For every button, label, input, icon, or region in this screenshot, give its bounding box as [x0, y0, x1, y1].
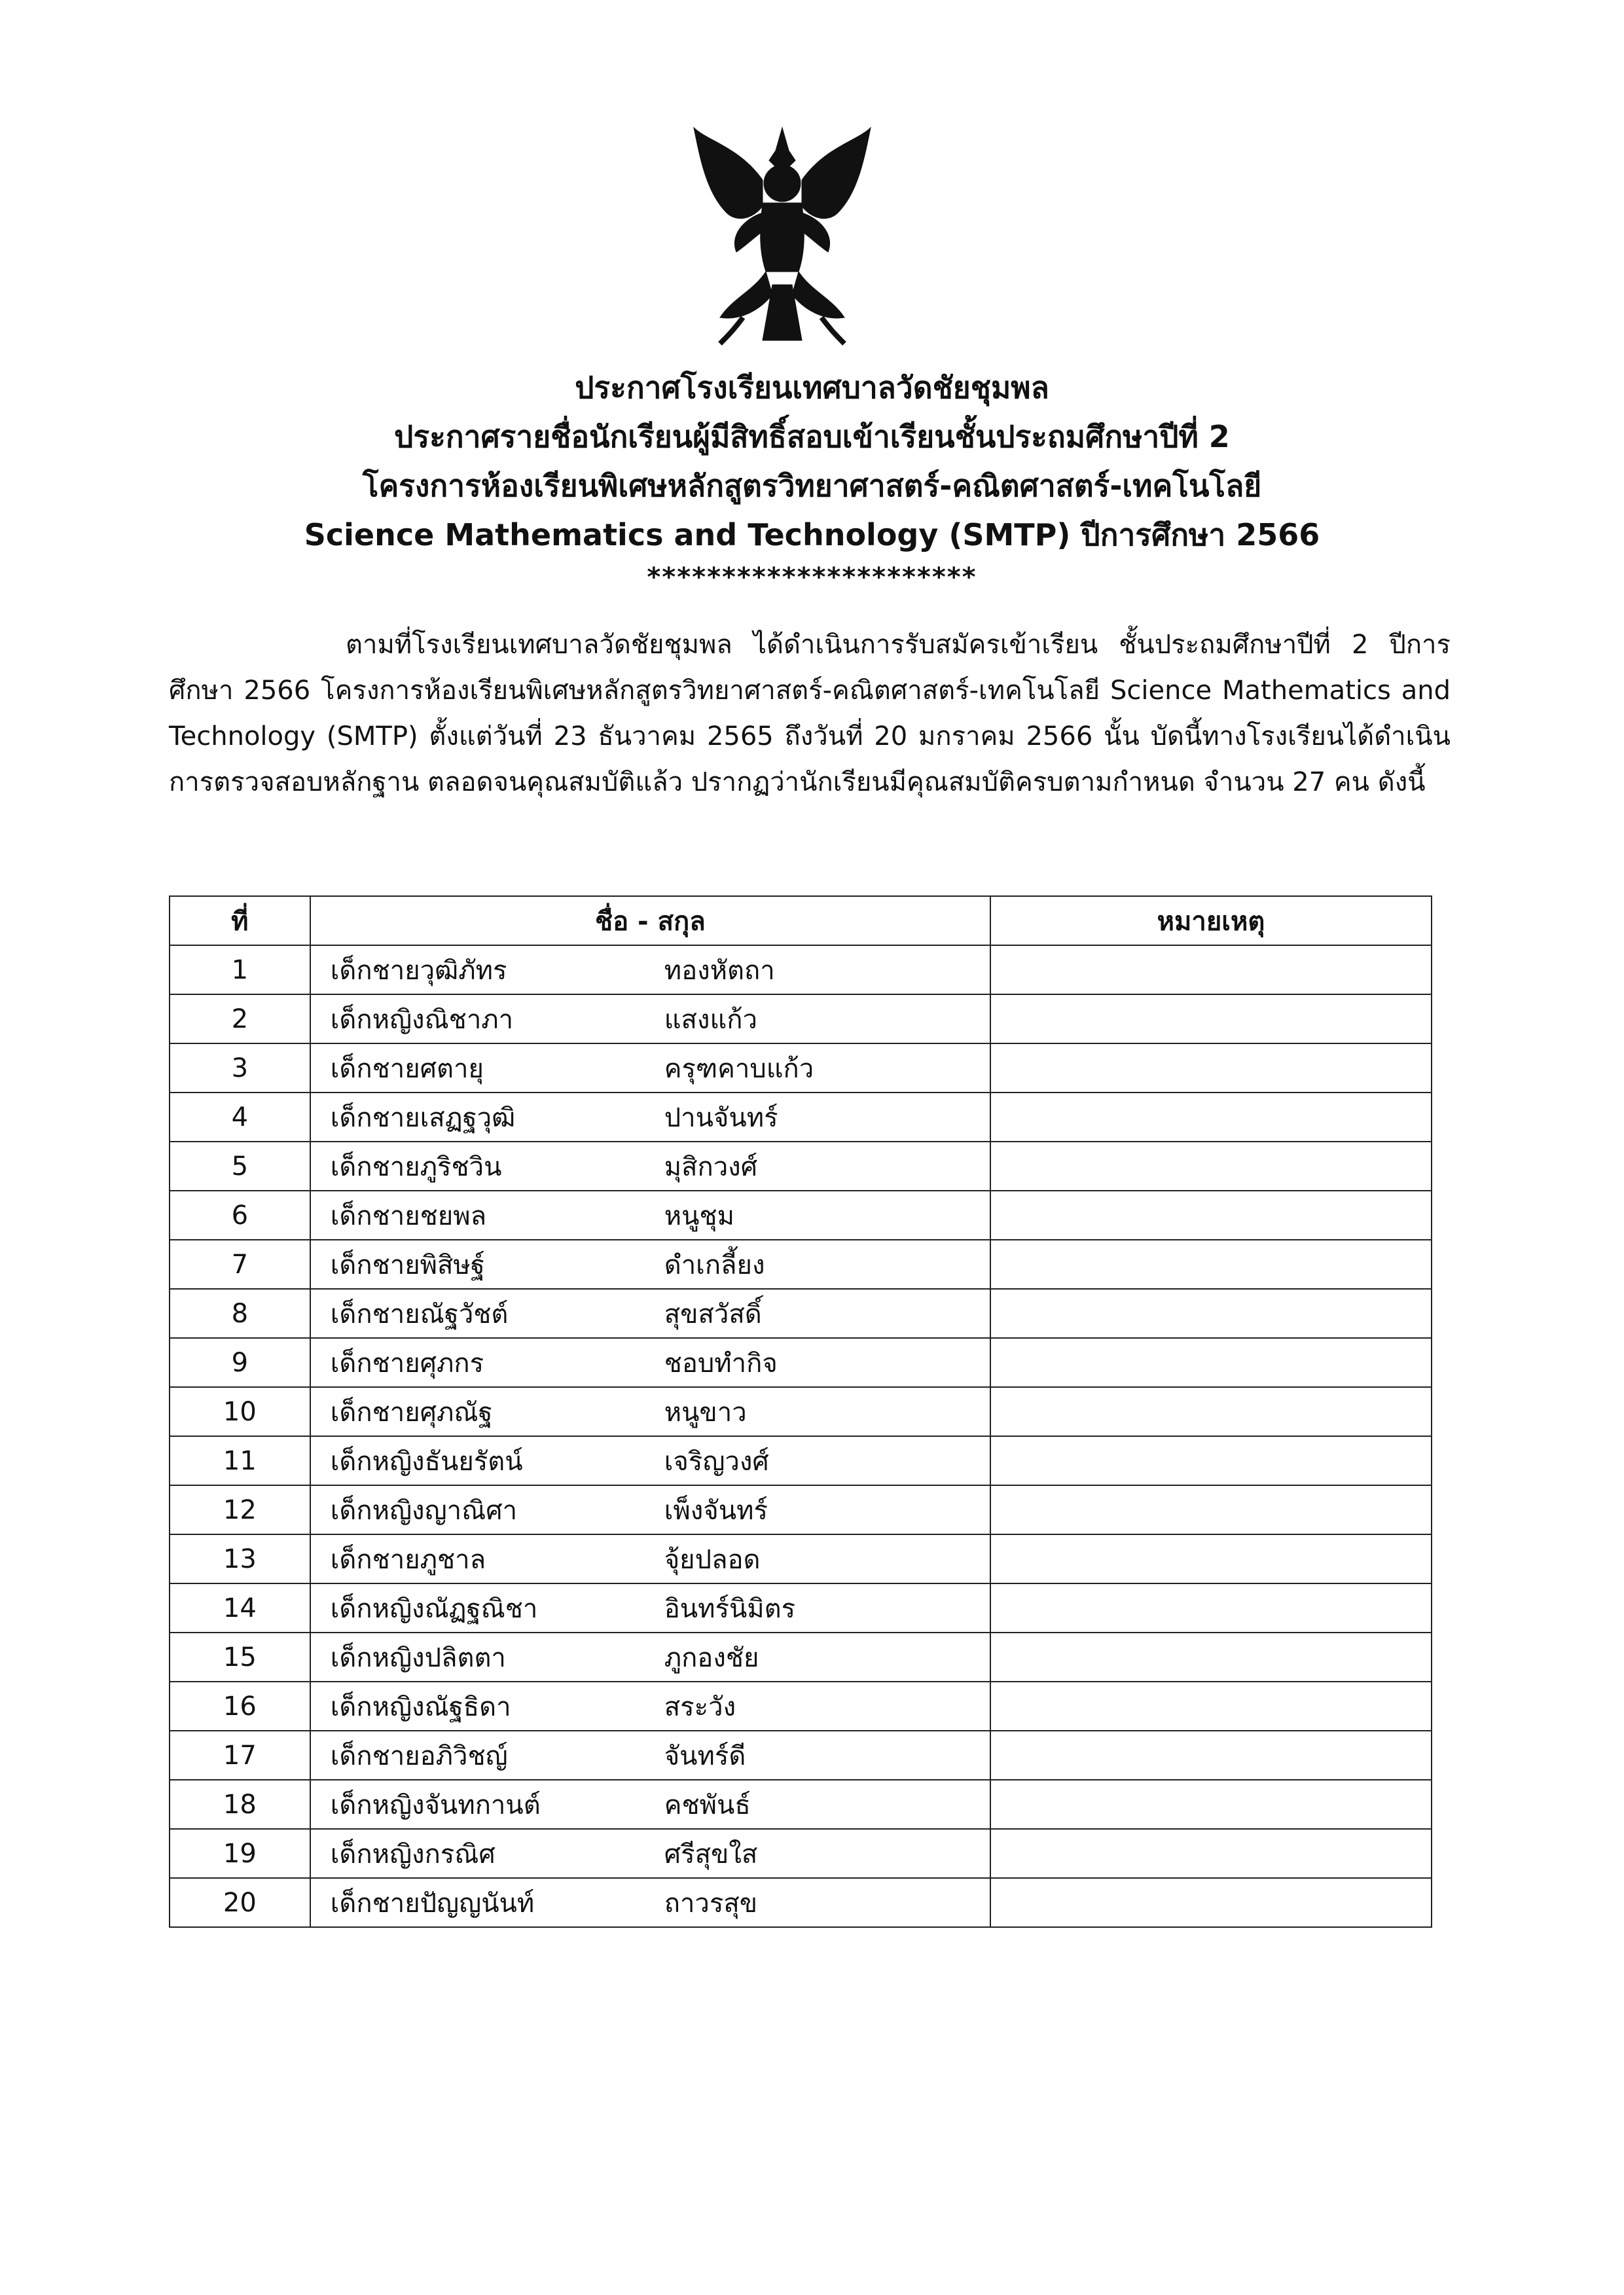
student-name-cell: [310, 1731, 990, 1780]
note-cell: [990, 1142, 1432, 1191]
student-first-name: เด็กชายศตายุ: [330, 1053, 484, 1084]
row-number: 20: [170, 1878, 310, 1927]
table-row: [170, 1387, 1432, 1436]
row-number: 2: [170, 994, 310, 1043]
student-name-cell: [310, 1240, 990, 1289]
student-name-cell: [310, 1534, 990, 1583]
note-cell: [990, 1338, 1432, 1387]
announcement-body: [169, 622, 1451, 805]
student-name-cell: [310, 1633, 990, 1682]
note-cell: [990, 1289, 1432, 1338]
student-name-cell: [310, 1682, 990, 1731]
student-name-cell: [310, 1829, 990, 1878]
student-name-cell: [310, 1191, 990, 1240]
student-name-cell: [310, 1093, 990, 1142]
table-header-row: [170, 896, 1432, 945]
student-last-name: ทองหัตถา: [664, 955, 775, 986]
note-cell: [990, 1093, 1432, 1142]
student-name-cell: [310, 1436, 990, 1485]
row-number: 17: [170, 1731, 310, 1780]
student-first-name: เด็กชายวุฒิภัทร: [330, 955, 507, 986]
student-last-name: ถาวรสุข: [664, 1888, 758, 1919]
row-number: 16: [170, 1682, 310, 1731]
student-name-cell: [310, 1338, 990, 1387]
note-cell: [990, 1878, 1432, 1927]
row-number: 4: [170, 1093, 310, 1142]
row-number: 18: [170, 1780, 310, 1829]
row-number: 11: [170, 1436, 310, 1485]
row-number: 15: [170, 1633, 310, 1682]
table-row: [170, 1485, 1432, 1534]
student-name-cell: [310, 994, 990, 1043]
table-row: [170, 1534, 1432, 1583]
student-name-cell: [310, 1142, 990, 1191]
student-last-name: เจริญวงศ์: [664, 1446, 769, 1477]
table-row: [170, 1093, 1432, 1142]
note-cell: [990, 994, 1432, 1043]
program-title: โครงการห้องเรียนพิเศษหลักสูตรวิทยาศาสตร์-คณิตศาสตร์-เทคโนโลยี: [362, 468, 1262, 503]
student-last-name: ศรีสุขใส: [664, 1839, 758, 1870]
student-name-cell: [310, 1043, 990, 1093]
student-last-name: มุสิกวงศ์: [664, 1151, 758, 1182]
student-first-name: เด็กชายชยพล: [330, 1201, 487, 1231]
table-row: [170, 1633, 1432, 1682]
student-first-name: เด็กหญิงจันทกานต์: [330, 1790, 541, 1820]
row-number: 5: [170, 1142, 310, 1191]
row-number: 12: [170, 1485, 310, 1534]
row-number: 19: [170, 1829, 310, 1878]
note-cell: [990, 1534, 1432, 1583]
document-header: [0, 363, 1624, 596]
note-cell: [990, 1583, 1432, 1633]
student-first-name: เด็กชายพิสิษฐ์: [330, 1250, 485, 1280]
table-row: [170, 1829, 1432, 1878]
table-row: [170, 994, 1432, 1043]
note-cell: [990, 1436, 1432, 1485]
student-last-name: หนูชุม: [664, 1201, 734, 1231]
row-number: 3: [170, 1043, 310, 1093]
note-cell: [990, 1387, 1432, 1436]
row-number: 1: [170, 945, 310, 994]
student-name-cell: [310, 945, 990, 994]
table-row: [170, 1338, 1432, 1387]
student-first-name: เด็กชายภูชาล: [330, 1544, 486, 1575]
separator-stars: **********************: [647, 562, 977, 592]
table-row: [170, 1436, 1432, 1485]
student-first-name: เด็กชายภูริชวิน: [330, 1151, 502, 1182]
student-first-name: เด็กชายปัญญนันท์: [330, 1888, 535, 1919]
note-cell: [990, 1191, 1432, 1240]
student-name-cell: [310, 1485, 990, 1534]
note-cell: [990, 1240, 1432, 1289]
student-first-name: เด็กหญิงญาณิศา: [330, 1495, 518, 1526]
table-row: [170, 945, 1432, 994]
student-first-name: เด็กชายอภิวิชญ์: [330, 1741, 508, 1771]
note-cell: [990, 1633, 1432, 1682]
note-cell: [990, 1731, 1432, 1780]
table-row: [170, 1289, 1432, 1338]
student-first-name: เด็กหญิงกรณิศ: [330, 1839, 496, 1870]
row-number: 13: [170, 1534, 310, 1583]
table-row: [170, 1043, 1432, 1093]
student-first-name: เด็กหญิงณิชาภา: [330, 1004, 514, 1035]
row-number: 7: [170, 1240, 310, 1289]
student-last-name: แสงแก้ว: [664, 1004, 757, 1035]
row-number: 8: [170, 1289, 310, 1338]
student-first-name: เด็กชายศุภกร: [330, 1348, 484, 1379]
program-english-title: Science Mathematics and Technology (SMTP) ปีการศึกษา 2566: [304, 517, 1320, 552]
row-number: 14: [170, 1583, 310, 1633]
student-first-name: เด็กหญิงณัฐธิดา: [330, 1691, 511, 1722]
note-cell: [990, 1829, 1432, 1878]
student-last-name: สระวัง: [664, 1691, 736, 1722]
header-no: ที่: [170, 896, 310, 945]
header-name: ชื่อ - สกุล: [310, 896, 990, 945]
student-name-cell: [310, 1878, 990, 1927]
student-first-name: เด็กหญิงธันยรัตน์: [330, 1446, 523, 1477]
student-last-name: ครุฑคาบแก้ว: [664, 1053, 814, 1084]
table-row: [170, 1682, 1432, 1731]
student-name-cell: [310, 1583, 990, 1633]
note-cell: [990, 1043, 1432, 1093]
student-last-name: ชอบทำกิจ: [664, 1348, 778, 1379]
student-last-name: จุ้ยปลอด: [664, 1544, 761, 1575]
student-last-name: จันทร์ดี: [664, 1741, 746, 1771]
table-row: [170, 1583, 1432, 1633]
student-last-name: หนูขาว: [664, 1397, 747, 1428]
announcement-subject: ประกาศรายชื่อนักเรียนผู้มีสิทธิ์สอบเข้าเรียนชั้นประถมศึกษาปีที่ 2: [394, 419, 1230, 454]
student-last-name: อินทร์นิมิตร: [664, 1593, 796, 1624]
student-last-name: เพ็งจันทร์: [664, 1495, 768, 1526]
note-cell: [990, 945, 1432, 994]
garuda-emblem-icon: [681, 121, 884, 347]
note-cell: [990, 1682, 1432, 1731]
student-name-cell: [310, 1387, 990, 1436]
note-cell: [990, 1780, 1432, 1829]
table-row: [170, 1142, 1432, 1191]
student-name-cell: [310, 1780, 990, 1829]
table-row: [170, 1878, 1432, 1927]
student-last-name: สุขสวัสดิ์: [664, 1299, 762, 1329]
student-last-name: ปานจันทร์: [664, 1102, 778, 1133]
student-first-name: เด็กชายศุภณัฐ: [330, 1397, 493, 1428]
row-number: 6: [170, 1191, 310, 1240]
student-first-name: เด็กชายณัฐวัชต์: [330, 1299, 509, 1329]
table-row: [170, 1240, 1432, 1289]
note-cell: [990, 1485, 1432, 1534]
student-first-name: เด็กชายเสฏฐวุฒิ: [330, 1102, 516, 1133]
student-name-cell: [310, 1289, 990, 1338]
school-announcement-title: ประกาศโรงเรียนเทศบาลวัดชัยชุมพล: [575, 370, 1049, 405]
body-paragraph: ตามที่โรงเรียนเทศบาลวัดชัยชุมพล ได้ดำเนินการรับสมัครเข้าเรียน ชั้นประถมศึกษาปีที่ 2 ปีการศึกษา 2566 โครงการห้องเรียนพิเศษหลักสูตรวิทยาศาสตร์-คณิตศาสตร์-เทคโนโลยี Science Mathematics and Technology (SMTP) ตั้งแต่วันที่ 23 ธันวาคม 2565 ถึงวันที่ 20 มกราคม 2566 นั้น บัดนี้ทางโรงเรียนได้ดำเนินการตรวจสอบหลักฐาน ตลอดจนคุณสมบัติแล้ว ปรากฏว่านักเรียนมีคุณสมบัติครบตามกำหนด จำนวน 27 คน ดังนี้: [169, 630, 1451, 797]
row-number: 9: [170, 1338, 310, 1387]
table-row: [170, 1191, 1432, 1240]
row-number: 10: [170, 1387, 310, 1436]
student-first-name: เด็กหญิงณัฏฐณิชา: [330, 1593, 538, 1624]
student-last-name: ดำเกลี้ยง: [664, 1250, 765, 1280]
student-table: [169, 895, 1432, 1928]
header-note: หมายเหตุ: [990, 896, 1432, 945]
student-first-name: เด็กหญิงปลิตตา: [330, 1642, 506, 1673]
student-last-name: คชพันธ์: [664, 1790, 751, 1820]
table-row: [170, 1731, 1432, 1780]
table-row: [170, 1780, 1432, 1829]
student-last-name: ภูกองชัย: [664, 1642, 759, 1673]
